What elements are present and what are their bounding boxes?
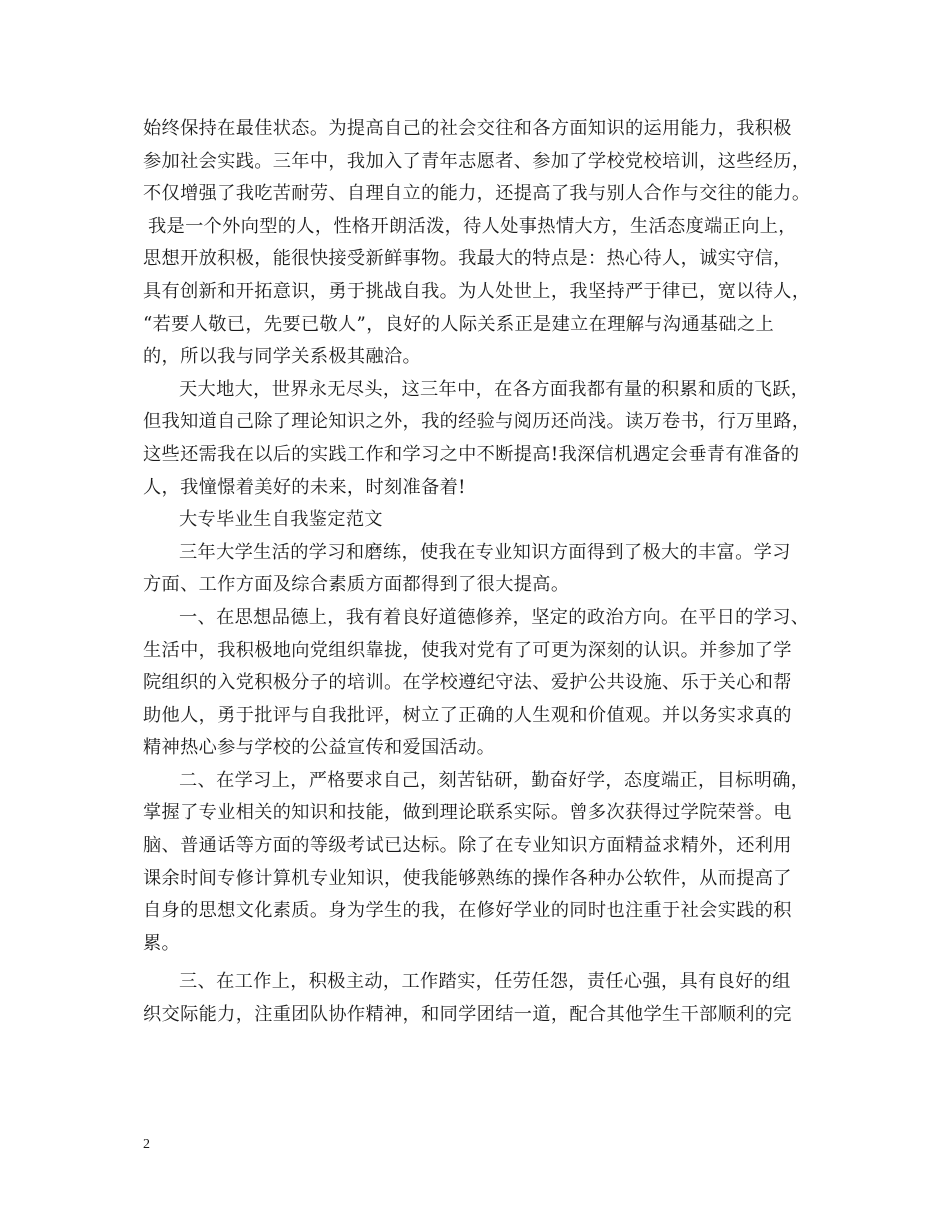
text-line: 织交际能力，注重团队协作精神，和同学团结一道，配合其他学生干部顺利的完 xyxy=(143,1004,792,1026)
text-line: 脑、普通话等方面的等级考试已达标。除了在专业知识方面精益求精外，还利用 xyxy=(143,835,792,857)
text-line: 助他人，勇于批评与自我批评，树立了正确的人生观和价值观。并以务实求真的 xyxy=(143,704,792,726)
text-line: 人，我憧憬着美好的未来，时刻准备着! xyxy=(143,476,466,498)
text-line: 的，所以我与同学关系极其融洽。 xyxy=(143,346,422,368)
text-line: 累。 xyxy=(143,932,181,954)
text-line: 天大地大，世界永无尽头，这三年中，在各方面我都有量的积累和质的飞跃， xyxy=(179,378,810,400)
text-line: 三、在工作上，积极主动，工作踏实，任劳任怨，责任心强，具有良好的组 xyxy=(179,971,791,993)
text-line: 一、在思想品德上，我有着良好道德修养，坚定的政治方向。在平日的学习、 xyxy=(179,606,810,628)
document-body xyxy=(143,113,823,1032)
text-line: 始终保持在最佳状态。为提高自己的社会交往和各方面知识的运用能力，我积极 xyxy=(143,118,792,139)
text-line: 方面、工作方面及综合素质方面都得到了很大提高。 xyxy=(143,574,570,596)
text-line: 精神热心参与学校的公益宣传和爱国活动。 xyxy=(143,737,496,759)
text-line: 院组织的入党积极分子的培训。在学校遵纪守法、爱护公共设施、乐于关心和帮 xyxy=(143,672,792,694)
text-line: 三年大学生活的学习和磨练，使我在专业知识方面得到了极大的丰富。学习 xyxy=(179,541,791,563)
text-line: 不仅增强了我吃苦耐劳、自理自立的能力，还提高了我与别人合作与交往的能力。 xyxy=(143,183,811,205)
text-line: 自身的思想文化素质。身为学生的我，在修好学业的同时也注重于社会实践的积 xyxy=(143,900,792,922)
text-line: 参加社会实践。三年中，我加入了青年志愿者、参加了学校党校培训，这些经历， xyxy=(143,150,811,172)
text-line: 我是一个外向型的人，性格开朗活泼，待人处事热情大方，生活态度端正向上， xyxy=(148,215,797,237)
text-line: 具有创新和开拓意识，勇于挑战自我。为人处世上，我坚持严于律已，宽以待人， xyxy=(143,280,811,302)
text-line: 大专毕业生自我鉴定范文 xyxy=(179,509,383,531)
text-line: 课余时间专修计算机专业知识，使我能够熟练的操作各种办公软件，从而提高了 xyxy=(143,867,792,889)
page-number: 2 xyxy=(143,1137,150,1152)
text-line: 这些还需我在以后的实践工作和学习之中不断提高!我深信机遇定会垂青有准备的 xyxy=(143,443,800,465)
text-line: 二、在学习上，严格要求自己，刻苦钻研，勤奋好学，态度端正，目标明确， xyxy=(179,769,810,791)
text-line: “若要人敬已，先要已敬人”，良好的人际关系正是建立在理解与沟通基础之上 xyxy=(143,313,775,335)
text-line: 掌握了专业相关的知识和技能，做到理论联系实际。曾多次获得过学院荣誉。电 xyxy=(143,802,792,824)
text-line: 生活中，我积极地向党组织靠拢，使我对党有了可更为深刻的认识。并参加了学 xyxy=(143,639,792,661)
text-line: 但我知道自己除了理论知识之外，我的经验与阅历还尚浅。读万卷书，行万里路， xyxy=(143,411,811,433)
text-line: 思想开放积极，能很快接受新鲜事物。我最大的特点是：热心待人，诚实守信， xyxy=(143,248,792,270)
